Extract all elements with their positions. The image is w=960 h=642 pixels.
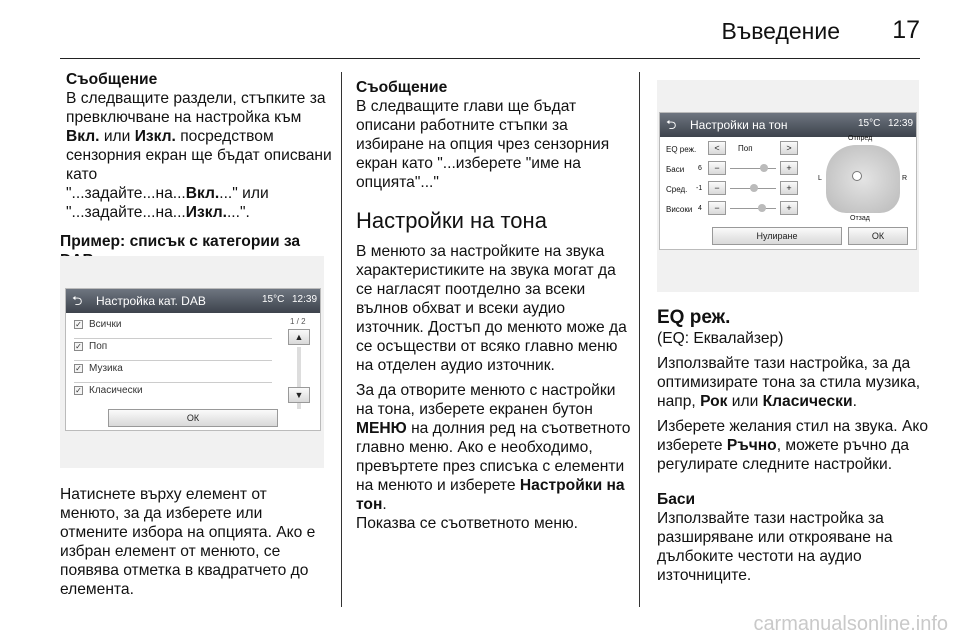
eq-value: Поп xyxy=(738,144,753,153)
tone-title: Настройки на тон xyxy=(690,118,788,132)
dab-title: Настройка кат. DAB xyxy=(96,294,206,308)
right-column xyxy=(657,308,943,591)
tone-screenshot xyxy=(657,80,919,292)
list-item[interactable]: ✓ Музика xyxy=(75,363,123,374)
clock: 12:39 xyxy=(292,294,318,305)
mid-value: -1 xyxy=(696,185,703,192)
paragraph: Използвайте тази настройка, за да оптимизирате тона за стила музика, напр, Рок или Класически. xyxy=(657,355,921,410)
note-title: Съобщение xyxy=(66,71,158,88)
mid-plus-button[interactable]: + xyxy=(780,181,798,195)
dab-screenshot xyxy=(60,256,324,468)
page-header xyxy=(0,0,960,60)
subsection-heading: EQ реж. xyxy=(657,307,731,328)
paragraph: Изберете желания стил на звука. Ако изберете Ръчно, можете ръчно да регулирате следните настройки. xyxy=(657,418,929,473)
eq-prev-button[interactable]: < xyxy=(708,141,726,155)
header-rule xyxy=(60,58,920,59)
tone-titlebar xyxy=(660,113,916,137)
watermark: carmanualsonline.info xyxy=(753,613,948,635)
section-heading: Настройки на тона xyxy=(356,208,547,233)
body-text: Натиснете върху елемент от менюто, за да изберете или отмените избора на опцията. Ако е избран елемент от менюто, се появява отметка в квадратчето до елемента. xyxy=(60,486,316,598)
bass-value: 6 xyxy=(698,165,702,172)
example-caption: Пример: списък с категории за xyxy=(60,233,301,250)
middle-column xyxy=(356,78,634,539)
list-item[interactable]: ✓ Всички xyxy=(75,319,122,330)
chapter-title: Въведение xyxy=(721,18,840,44)
scroll-down-button[interactable]: ▼ xyxy=(288,387,310,403)
left-body xyxy=(60,485,330,605)
ok-button[interactable]: ОК xyxy=(108,409,278,427)
bass-label: Баси xyxy=(666,165,685,174)
treble-slider[interactable] xyxy=(730,208,776,209)
bass-slider[interactable] xyxy=(730,168,776,169)
car-seat-balance-image[interactable] xyxy=(826,145,900,213)
eq-label: EQ реж. xyxy=(666,145,697,154)
left-label: L xyxy=(818,175,822,182)
tone-screen xyxy=(659,112,917,250)
note-text: В следващите раздели, стъпките за превключване на настройка към Вкл. или Изкл. посредством сензорния екран ще бъдат описвани като "...задайте...на...Вкл...." или "...задайте...на...Изкл....". xyxy=(66,90,332,221)
dab-screen xyxy=(65,288,321,431)
treble-value: 4 xyxy=(698,205,702,212)
right-label: R xyxy=(902,175,908,182)
paragraph: Използвайте тази настройка за разширяване или открояване на дълбоките честоти на аудио източниците. xyxy=(657,510,893,584)
checkbox-checked-icon[interactable]: ✓ xyxy=(75,319,82,329)
page-number: 17 xyxy=(892,16,920,44)
treble-minus-button[interactable]: − xyxy=(708,201,726,215)
treble-slider-thumb[interactable] xyxy=(758,204,766,212)
column-divider xyxy=(341,72,342,607)
paragraph: За да отворите менюто с настройки на тона, изберете екранен бутон МЕНЮ на долния ред на съответното главно меню. Ако е необходимо, превъртете през списъка с елементи на менюто и изберете Настройки на тон. xyxy=(356,382,631,513)
temperature: 15°C xyxy=(262,294,285,305)
paragraph: Показва се съответното меню. xyxy=(356,515,578,532)
back-icon[interactable]: ⮌ xyxy=(72,293,83,308)
note-text: В следващите глави ще бъдат описани работните стъпки за избиране на опция чрез сензорния екран като "...изберете "име на опцията"..." xyxy=(356,98,610,191)
bass-minus-button[interactable]: − xyxy=(708,161,726,175)
balance-marker-icon[interactable] xyxy=(852,171,862,181)
subsection-heading: Баси xyxy=(657,491,696,508)
reset-button[interactable]: Нулиране xyxy=(712,227,842,245)
dab-titlebar xyxy=(66,289,320,313)
note-title: Съобщение xyxy=(356,79,448,96)
column-divider xyxy=(639,72,640,607)
rear-label: Отзад xyxy=(850,215,870,222)
clock: 12:39 xyxy=(888,118,914,129)
checkbox-checked-icon[interactable]: ✓ xyxy=(75,385,82,395)
list-item[interactable]: ✓ Класически xyxy=(75,385,143,396)
treble-plus-button[interactable]: + xyxy=(780,201,798,215)
scroll-up-button[interactable]: ▲ xyxy=(288,329,310,345)
front-label: Отпред xyxy=(848,135,873,142)
checkbox-checked-icon[interactable]: ✓ xyxy=(75,363,82,373)
temperature: 15°C xyxy=(858,118,881,129)
mid-slider-thumb[interactable] xyxy=(750,184,758,192)
divider xyxy=(74,338,272,339)
list-item[interactable]: ✓ Поп xyxy=(75,341,108,352)
mid-minus-button[interactable]: − xyxy=(708,181,726,195)
eq-next-button[interactable]: > xyxy=(780,141,798,155)
checkbox-checked-icon[interactable]: ✓ xyxy=(75,341,82,351)
divider xyxy=(74,382,272,383)
mid-label: Сред. xyxy=(666,185,688,194)
back-icon[interactable]: ⮌ xyxy=(666,117,677,132)
bass-slider-thumb[interactable] xyxy=(760,164,768,172)
paragraph: В менюто за настройките на звука характеристиките на звука могат да се нагласят поотделно за всеки вълнов обхват и всеки аудио източник. Достъп до менюто може да се осъществи от всяко главно меню на отделен аудио източник. xyxy=(356,243,627,374)
treble-label: Високи xyxy=(666,205,693,214)
divider xyxy=(74,360,272,361)
page-indicator: 1 / 2 xyxy=(290,317,306,326)
ok-button[interactable]: ОК xyxy=(848,227,908,245)
bass-plus-button[interactable]: + xyxy=(780,161,798,175)
left-column xyxy=(66,70,334,228)
paragraph: (EQ: Еквалайзер) xyxy=(657,330,784,347)
